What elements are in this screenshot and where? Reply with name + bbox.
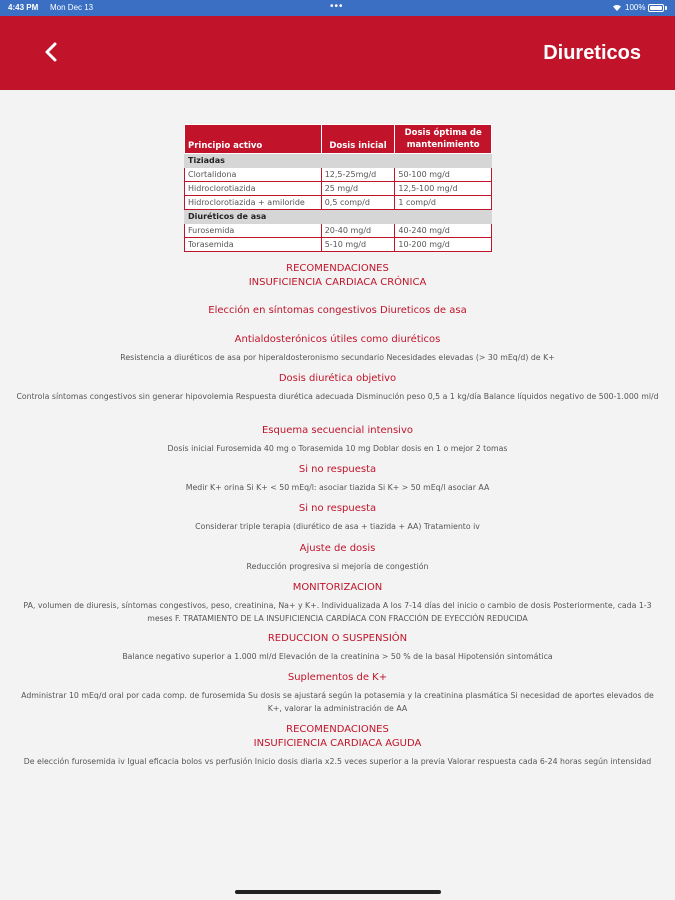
ajuste-dosis-section	[0, 542, 675, 574]
dosis-objetivo-section	[0, 372, 675, 404]
table-row	[185, 224, 492, 238]
section-heading: REDUCCION O SUSPENSIÓN	[267, 633, 408, 644]
table-header-cell: Dosis óptima de mantenimiento	[395, 125, 492, 154]
table-cell: 12,5-25mg/d	[321, 168, 395, 182]
battery-percentage: 100%	[625, 3, 646, 12]
section-text: Controla síntomas congestivos sin generar hipovolemia Respuesta diurética adecuada Disminución peso 0,5 a 1 kg/día Balance líquidos negativo de 500-1.000 ml/d	[16, 392, 659, 401]
section-text: Considerar triple terapia (diurético de asa + tiazida + AA) Tratamiento iv	[195, 522, 480, 531]
section-heading: MONITORIZACION	[292, 582, 383, 593]
dose-table	[184, 124, 492, 252]
table-cell: Clortalidona	[185, 168, 322, 182]
antialdosteronicos-section	[0, 333, 675, 365]
chevron-left-icon	[36, 36, 68, 68]
section-heading: Esquema secuencial intensivo	[261, 425, 413, 436]
back-button[interactable]	[36, 36, 68, 68]
section-heading: RECOMENDACIONES	[286, 724, 389, 735]
table-cell: Hidroclorotiazida + amiloride	[185, 196, 322, 210]
table-header-cell: Principio activo	[185, 125, 322, 154]
no-respuesta-section-1	[0, 463, 675, 495]
table-header-cell: Dosis inicial	[321, 125, 395, 154]
app-header	[0, 16, 675, 90]
section-heading: Dosis diurética objetivo	[278, 373, 397, 384]
section-text: Dosis inicial Furosemida 40 mg o Torasemida 10 mg Doblar dosis en 1 o mejor 2 tomas	[167, 444, 508, 453]
section-heading: RECOMENDACIONES	[286, 263, 389, 274]
section-text: Reducción progresiva si mejoría de congestión	[246, 562, 429, 571]
wifi-icon	[612, 2, 622, 12]
table-row	[185, 182, 492, 196]
multitasking-dots-icon[interactable]: •••	[330, 1, 344, 12]
table-group-row	[185, 210, 492, 224]
recommendations-chronic-heading	[0, 262, 675, 290]
eleccion-section	[0, 304, 675, 318]
battery-tip	[665, 6, 667, 10]
esquema-section	[0, 424, 675, 456]
battery-icon	[648, 4, 664, 12]
table-cell: 12,5-100 mg/d	[395, 182, 492, 196]
table-cell: 5-10 mg/d	[321, 238, 395, 252]
table-cell: Furosemida	[185, 224, 322, 238]
table-group-label: Diuréticos de asa	[185, 210, 492, 224]
section-heading: Si no respuesta	[298, 464, 377, 475]
table-cell: 10-200 mg/d	[395, 238, 492, 252]
section-text: PA, volumen de diuresis, síntomas congestivos, peso, creatinina, Na+ y K+. Individualizada A los 7-14 días del inicio o cambio de dosis Posteriormente, cada 1-3 meses F. TRATAMIENTO DE LA INSUFICIENCIA CARDÍACA CON FRACCIÓN DE EYECCIÓN REDUCIDA	[23, 601, 652, 623]
table-cell: 0,5 comp/d	[321, 196, 395, 210]
table-row	[185, 168, 492, 182]
table-group-label: Tiziadas	[185, 154, 492, 168]
status-date: Mon Dec 13	[50, 3, 94, 12]
table-cell: 20-40 mg/d	[321, 224, 395, 238]
section-text: Administrar 10 mEq/d oral por cada comp. de furosemida Su dosis se ajustará según la potasemia y la creatinina plasmática Si necesidad de aportes elevados de K+, valorar la administración de AA	[21, 691, 654, 713]
section-heading: Antialdosterónicos útiles como diuréticos	[234, 334, 441, 345]
table-cell: Torasemida	[185, 238, 322, 252]
table-cell: 40-240 mg/d	[395, 224, 492, 238]
section-heading: INSUFICIENCIA CARDIACA CRÓNICA	[248, 277, 427, 288]
section-heading: Si no respuesta	[298, 503, 377, 514]
status-time: 4:43 PM	[8, 3, 39, 12]
table-cell: 1 comp/d	[395, 196, 492, 210]
section-text: De elección furosemida iv Igual eficacia bolos vs perfusión Inicio dosis diaria x2.5 veces superior a la previa Valorar respuesta cada 6-24 horas según intensidad	[23, 757, 652, 766]
table-cell: Hidroclorotiazida	[185, 182, 322, 196]
table-row	[185, 238, 492, 252]
home-indicator[interactable]	[235, 890, 441, 894]
section-text: Resistencia a diuréticos de asa por hiperaldosteronismo secundario Necesidades elevadas (> 30 mEq/d) de K+	[120, 353, 555, 362]
no-respuesta-section-2	[0, 502, 675, 534]
section-heading: Suplementos de K+	[287, 672, 388, 683]
table-cell: 50-100 mg/d	[395, 168, 492, 182]
monitorizacion-section	[0, 581, 675, 625]
status-bar	[0, 0, 675, 16]
section-heading: Elección en síntomas congestivos Diureticos de asa	[208, 305, 467, 316]
table-group-row	[185, 154, 492, 168]
suplementos-section	[0, 671, 675, 715]
section-heading: INSUFICIENCIA CARDIACA AGUDA	[253, 738, 422, 749]
table-cell: 25 mg/d	[321, 182, 395, 196]
table-row	[185, 196, 492, 210]
table-header-row	[185, 125, 492, 154]
section-text: Medir K+ orina Si K+ < 50 mEq/l: asociar tiazida Si K+ > 50 mEq/l asociar AA	[185, 483, 490, 492]
section-text: Balance negativo superior a 1.000 ml/d Elevación de la creatinina > 50 % de la basal Hipotensión sintomática	[122, 652, 553, 661]
page-title: Diureticos	[543, 42, 641, 64]
reduccion-section	[0, 632, 675, 664]
recommendations-acute-heading	[0, 723, 675, 769]
section-heading: Ajuste de dosis	[299, 543, 376, 554]
